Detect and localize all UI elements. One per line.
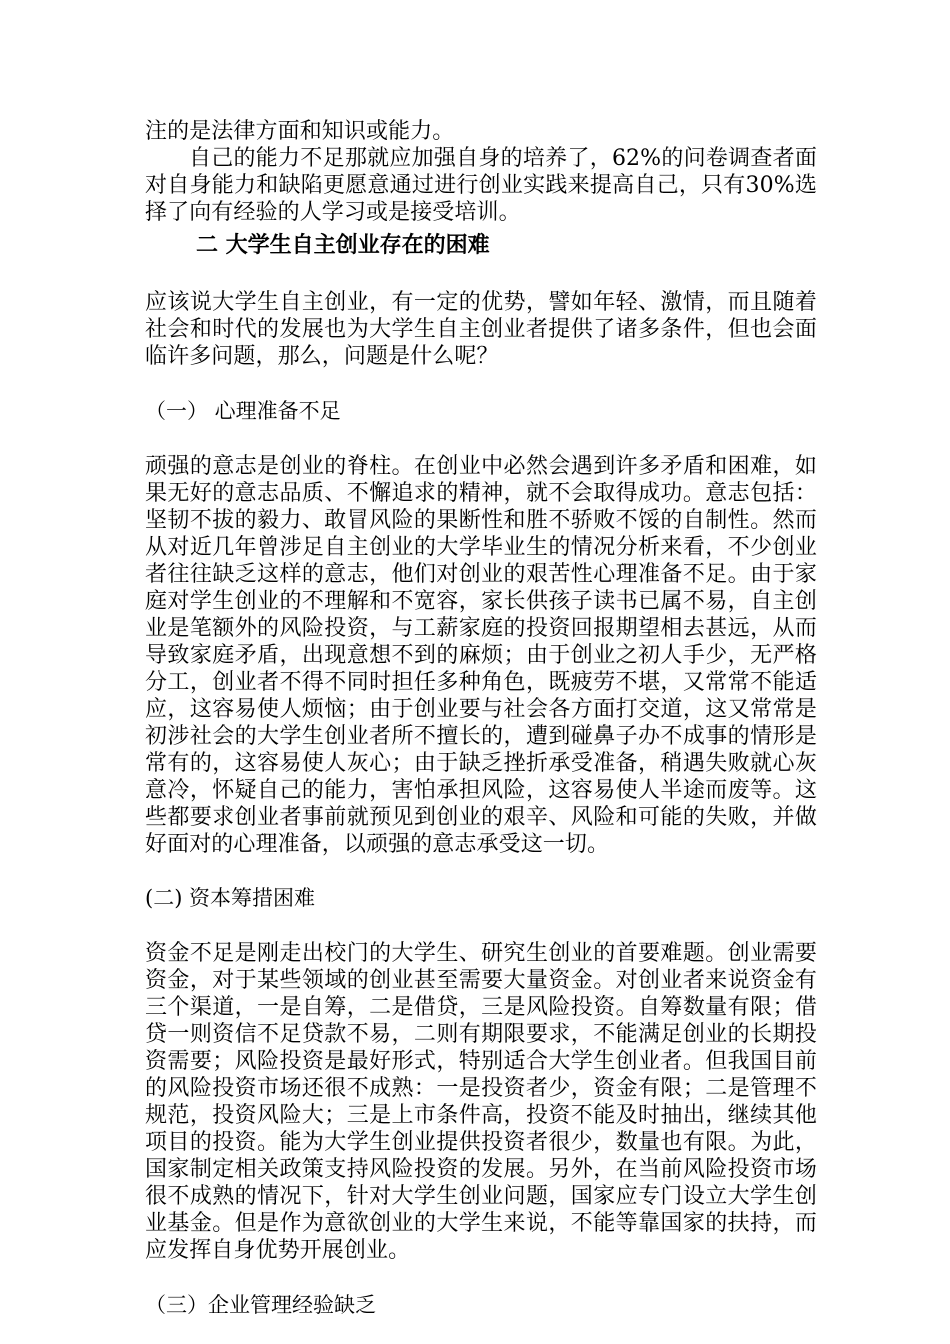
subheading-psychological-prep: （一） 心理准备不足: [145, 399, 341, 423]
document-page: [145, 118, 817, 1319]
paragraph-intro-difficulties: 应该说大学生自主创业，有一定的优势，譬如年轻、激情，而且随着社会和时代的发展也为大学生自主创业者提供了诸多条件，但也会面临许多问题，那么，问题是什么呢？: [145, 290, 817, 369]
section-heading-difficulties: 二 大学生自主创业存在的困难: [196, 233, 490, 258]
subheading-capital-raising: (二) 资本筹措困难: [145, 886, 316, 910]
paragraph-continuation: 注的是法律方面和知识或能力。: [145, 119, 455, 144]
paragraph-self-ability: 自己的能力不足那就应加强自身的培养了，62%的问卷调查者面对自身能力和缺陷更愿意通过进行创业实践来提高自己，只有30%选择了向有经验的人学习或是接受培训。: [145, 146, 817, 225]
paragraph-psychological-prep: 顽强的意志是创业的脊柱。在创业中必然会遇到许多矛盾和困难，如果无好的意志品质、不懈追求的精神，就不会取得成功。意志包括：坚韧不拔的毅力、敢冒风险的果断性和胜不骄败不馁的自制性。然而从对近几年曾涉足自主创业的大学毕业生的情况分析来看，不少创业者往往缺乏这样的意志，他们对创业的艰苦性心理准备不足。由于家庭对学生创业的不理解和不宽容，家长供孩子读书已属不易，自主创业是笔额外的风险投资，与工薪家庭的投资回报期望相去甚远，从而导致家庭矛盾，出现意想不到的麻烦；由于创业之初人手少，无严格分工，创业者不得不同时担任多种角色，既疲劳不堪，又常常不能适应，这容易使人烦恼；由于创业要与社会各方面打交道，这又常常是初涉社会的大学生创业者所不擅长的，遭到碰鼻子办不成事的情形是常有的，这容易使人灰心；由于缺乏挫折承受准备，稍遇失败就心灰意冷，怀疑自己的能力，害怕承担风险，这容易使人半途而废等。这些都要求创业者事前就预见到创业的艰辛、风险和可能的失败，并做好面对的心理准备，以顽强的意志承受这一切。: [145, 454, 817, 857]
paragraph-capital-raising: 资金不足是刚走出校门的大学生、研究生创业的首要难题。创业需要资金，对于某些领域的创业甚至需要大量资金。对创业者来说资金有三个渠道，一是自筹，二是借贷，三是风险投资。自筹数量有限；借贷一则资信不足贷款不易，二则有期限要求，不能满足创业的长期投资需要；风险投资是最好形式，特别适合大学生创业者。但我国目前的风险投资市场还很不成熟：一是投资者少，资金有限；二是管理不规范，投资风险大；三是上市条件高，投资不能及时抽出，继续其他项目的投资。能为大学生创业提供投资者很少，数量也有限。为此，国家制定相关政策支持风险投资的发展。另外，在当前风险投资市场很不成熟的情况下，针对大学生创业问题，国家应专门设立大学生创业基金。但是作为意欲创业的大学生来说，不能等靠国家的扶持，而应发挥自身优势开展创业。: [145, 941, 817, 1263]
subheading-management-experience: （三）企业管理经验缺乏: [145, 1293, 376, 1317]
